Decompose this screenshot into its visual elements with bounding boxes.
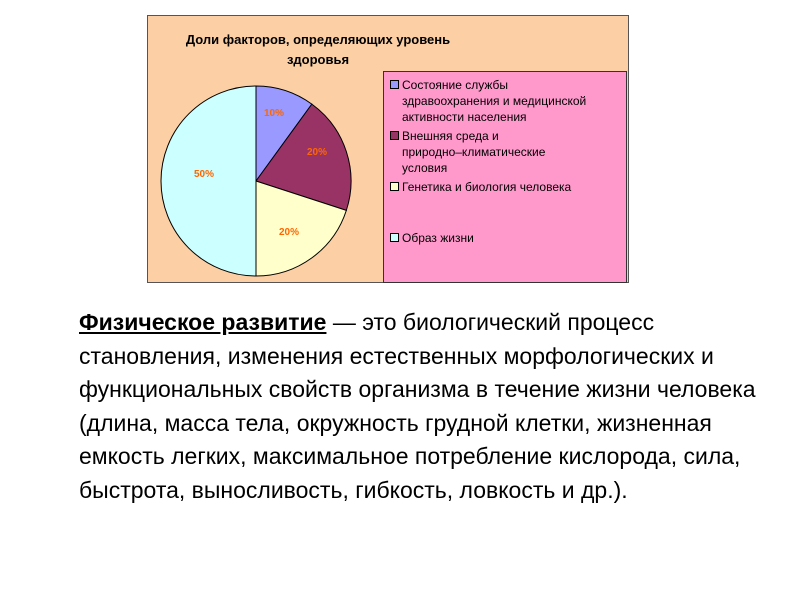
definition-body: — это биологический процесс становления, изменения естественных морфологических и функциональных свойств организма в течение жизни человека (длина, масса тела, окружность грудной клетки, жизненная емкость легких, максимальное потребление кислорода, сила, быстрота, выносливость, гибкость, ловкость и др.). <box>79 309 756 503</box>
legend-item-lifestyle <box>390 230 626 246</box>
legend-label: природно–климатические <box>402 145 546 159</box>
pie-slice-lifestyle <box>161 86 256 276</box>
legend-item-health-service <box>390 77 626 125</box>
legend-label: Внешняя среда и <box>402 129 499 143</box>
chart-area <box>147 15 629 283</box>
legend-label: активности населения <box>402 110 527 124</box>
slice-label-environment: 20% <box>306 147 328 158</box>
legend-label: здравоохранения и медицинской <box>402 94 587 108</box>
legend-label: Генетика и биология человека <box>402 180 572 194</box>
pie-chart <box>148 16 382 284</box>
legend-label: Образ жизни <box>402 231 474 245</box>
chart-legend <box>383 71 627 283</box>
legend-item-environment <box>390 128 626 176</box>
legend-label: Состояние службы <box>402 78 509 92</box>
slice-label-genetics: 20% <box>278 227 300 238</box>
slice-label-health-service: 10% <box>263 108 285 119</box>
legend-swatch <box>390 80 399 89</box>
slice-label-lifestyle: 50% <box>193 169 215 180</box>
definition-paragraph <box>79 306 759 507</box>
legend-label: условия <box>402 161 448 175</box>
definition-term: Физическое развитие <box>79 309 327 335</box>
legend-item-genetics <box>390 179 626 195</box>
legend-swatch <box>390 131 399 140</box>
chart-title-line-1: Доли факторов, определяющих уровень <box>185 32 451 47</box>
chart-title-line-2: здоровья <box>286 52 350 67</box>
legend-swatch <box>390 233 399 242</box>
legend-swatch <box>390 182 399 191</box>
